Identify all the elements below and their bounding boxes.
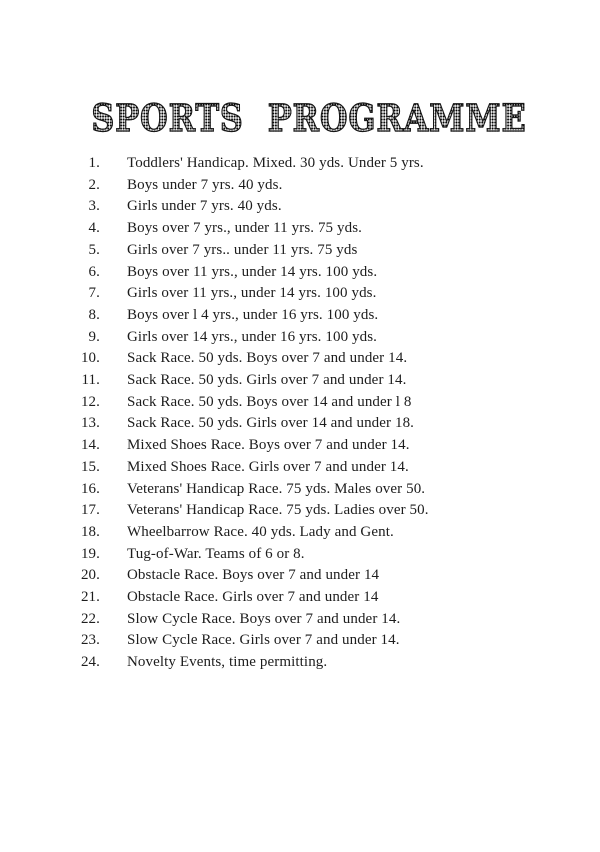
- event-number: 17.: [80, 502, 100, 519]
- event-row: [56, 609, 600, 631]
- event-row: [56, 479, 600, 501]
- event-row: [56, 240, 600, 262]
- event-text: Girls over 7 yrs.. under 11 yrs. 75 yds: [127, 241, 358, 258]
- event-row: [56, 283, 600, 305]
- event-number: 15.: [80, 458, 100, 475]
- event-text: Slow Cycle Race. Girls over 7 and under 14.: [127, 632, 400, 649]
- event-number: 8.: [88, 306, 100, 323]
- event-row: [56, 175, 600, 197]
- event-text: Sack Race. 50 yds. Girls over 7 and under 14.: [127, 372, 407, 389]
- title-block: [0, 0, 600, 140]
- event-number: 24.: [80, 654, 100, 671]
- page-title: SPORTS PROGRAMME: [91, 96, 527, 140]
- event-row: [56, 218, 600, 240]
- event-text: Sack Race. 50 yds. Boys over 7 and under 14.: [127, 350, 408, 367]
- event-text: Boys over 7 yrs., under 11 yrs. 75 yds.: [127, 220, 362, 237]
- event-number: 18.: [80, 523, 100, 540]
- event-text: Mixed Shoes Race. Boys over 7 and under 14.: [127, 437, 410, 454]
- event-row: [56, 587, 600, 609]
- event-number: 5.: [88, 241, 100, 258]
- event-number: 16.: [80, 480, 100, 497]
- event-text: Slow Cycle Race. Boys over 7 and under 14.: [127, 610, 401, 627]
- event-number: 19.: [80, 545, 100, 562]
- event-number: 14.: [80, 437, 100, 454]
- event-number: 3.: [88, 198, 100, 215]
- event-number: 2.: [88, 176, 100, 193]
- event-row: [56, 392, 600, 414]
- event-number: 22.: [80, 610, 100, 627]
- event-row: [56, 652, 600, 674]
- event-row: [56, 565, 600, 587]
- event-row: [56, 196, 600, 218]
- event-row: [56, 544, 600, 566]
- event-text: Mixed Shoes Race. Girls over 7 and under 14.: [127, 458, 409, 475]
- event-text: Veterans' Handicap Race. 75 yds. Males over 50.: [127, 480, 426, 497]
- event-number: 21.: [80, 589, 100, 606]
- event-text: Tug-of-War. Teams of 6 or 8.: [127, 545, 305, 562]
- event-text: Boys over 11 yrs., under 14 yrs. 100 yds.: [127, 263, 378, 280]
- event-text: Girls under 7 yrs. 40 yds.: [127, 198, 282, 215]
- event-text: Boys over l 4 yrs., under 16 yrs. 100 yds.: [127, 306, 379, 323]
- event-row: [56, 630, 600, 652]
- event-text: Sack Race. 50 yds. Boys over 14 and under l 8: [127, 393, 412, 410]
- event-number: 4.: [88, 220, 100, 237]
- event-row: [56, 435, 600, 457]
- event-row: [56, 413, 600, 435]
- event-number: 13.: [80, 415, 100, 432]
- event-text: Girls over 14 yrs., under 16 yrs. 100 yds.: [127, 328, 378, 345]
- event-row: [56, 305, 600, 327]
- event-row: [56, 457, 600, 479]
- event-row: [56, 348, 600, 370]
- event-text: Sack Race. 50 yds. Girls over 14 and under 18.: [127, 415, 415, 432]
- event-text: Novelty Events, time permitting.: [127, 654, 328, 671]
- event-number: 12.: [80, 393, 100, 410]
- event-row: [56, 262, 600, 284]
- event-row: [56, 522, 600, 544]
- event-text: Obstacle Race. Girls over 7 and under 14: [127, 589, 379, 606]
- event-number: 10.: [80, 350, 100, 367]
- event-row: [56, 370, 600, 392]
- event-number: 6.: [88, 263, 100, 280]
- event-text: Obstacle Race. Boys over 7 and under 14: [127, 567, 380, 584]
- event-row: [56, 327, 600, 349]
- event-row: [56, 500, 600, 522]
- event-number: 23.: [80, 632, 100, 649]
- event-number: 7.: [88, 285, 100, 302]
- event-text: Toddlers' Handicap. Mixed. 30 yds. Under 5 yrs.: [127, 155, 424, 171]
- event-number: 20.: [80, 567, 100, 584]
- event-text: Veterans' Handicap Race. 75 yds. Ladies over 50.: [127, 502, 429, 519]
- event-text: Girls over 11 yrs., under 14 yrs. 100 yds.: [127, 285, 377, 302]
- event-number: 9.: [88, 328, 100, 345]
- event-number: 1.: [88, 155, 100, 171]
- event-number: 11.: [81, 372, 100, 389]
- event-text: Boys under 7 yrs. 40 yds.: [127, 176, 283, 193]
- event-row: [56, 153, 600, 175]
- events-list: [0, 153, 600, 674]
- event-text: Wheelbarrow Race. 40 yds. Lady and Gent.: [127, 523, 394, 540]
